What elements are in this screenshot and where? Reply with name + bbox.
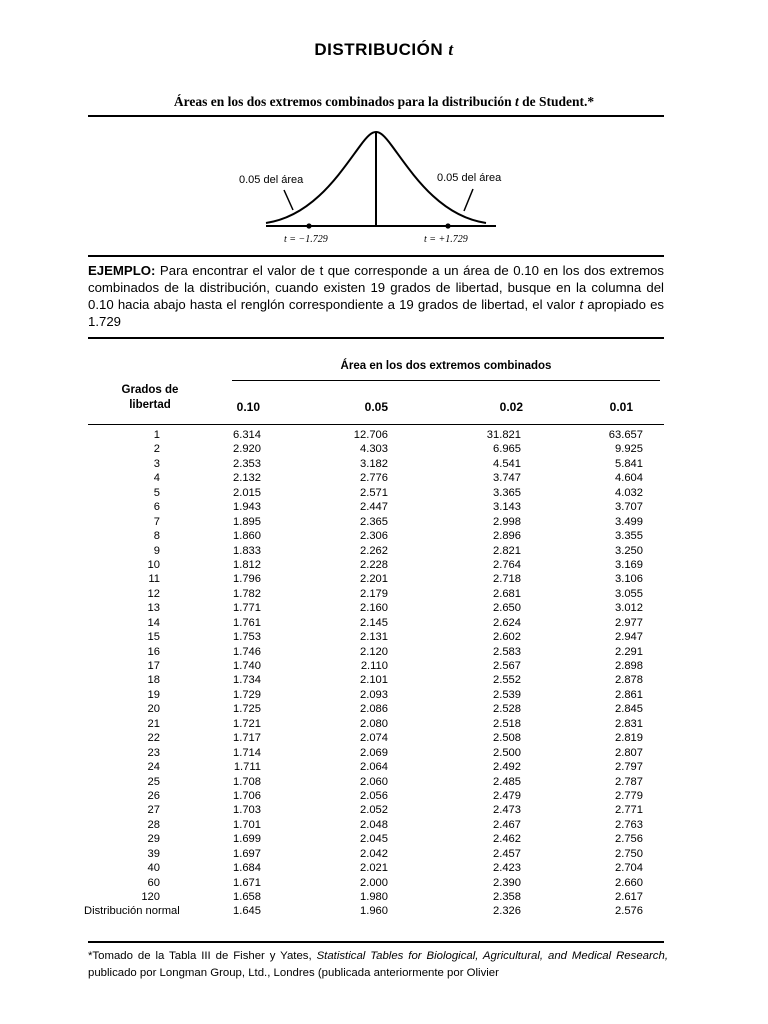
subtitle-after: de Student.* xyxy=(522,94,595,109)
table-cell-df: 4 xyxy=(153,472,160,485)
left-area-pointer xyxy=(284,190,293,210)
table-cell-001: 2.771 xyxy=(615,804,643,817)
figure-bottom-rule xyxy=(88,255,664,257)
table-cell-010: 1.734 xyxy=(233,674,261,687)
table-cell-010: 6.314 xyxy=(233,429,261,441)
table-cell-010: 1.833 xyxy=(233,544,261,557)
table-cell-005: 2.069 xyxy=(360,746,388,759)
table-cell-010: 1.729 xyxy=(233,688,261,701)
table-row xyxy=(88,688,664,702)
table-cell-002: 2.485 xyxy=(493,775,521,788)
table-cell-df: 10 xyxy=(147,558,160,571)
table-cell-010: 1.721 xyxy=(233,717,261,730)
table-cell-005: 2.447 xyxy=(360,501,388,514)
table-row xyxy=(88,442,664,456)
table-cell-010: 2.015 xyxy=(233,486,261,499)
table-cell-df: 7 xyxy=(153,515,160,528)
title-text: DISTRIBUCIÓN xyxy=(314,40,444,59)
table-cell-002: 2.583 xyxy=(493,645,521,658)
table-cell-002: 4.541 xyxy=(493,457,521,470)
example-text-italic: t xyxy=(579,297,584,312)
table-cell-df: 39 xyxy=(147,847,160,860)
table-cell-df: 28 xyxy=(147,818,160,831)
table-cell-010: 2.353 xyxy=(233,457,261,470)
table-cell-002: 2.500 xyxy=(493,746,521,759)
table-cell-df: 26 xyxy=(147,789,160,802)
table-cell-001: 2.797 xyxy=(615,761,643,774)
table-cell-df: 9 xyxy=(153,544,160,557)
table-cell-df: 24 xyxy=(147,761,160,774)
table-cell-001: 2.878 xyxy=(615,674,643,687)
table-cell-005: 2.365 xyxy=(360,515,388,528)
table-cell-001: 5.841 xyxy=(615,457,643,470)
table-cell-002: 2.423 xyxy=(493,862,521,875)
table-row xyxy=(88,818,664,832)
table-cell-001: 2.617 xyxy=(615,891,643,903)
table-cell-001: 3.106 xyxy=(615,573,643,586)
table-cell-df: 18 xyxy=(147,674,160,687)
table-cell-001: 2.947 xyxy=(615,631,643,644)
table-cell-010: 1.740 xyxy=(233,660,261,672)
table-cell-df: 12 xyxy=(147,587,160,600)
table-row xyxy=(88,876,664,890)
table-cell-010: 1.703 xyxy=(233,804,261,817)
table-cell-002: 2.326 xyxy=(493,905,521,918)
table-cell-010: 1.796 xyxy=(233,573,261,586)
column-header-0.01: 0.01 xyxy=(609,400,633,414)
table-cell-002: 2.718 xyxy=(493,573,521,586)
table-cell-002: 2.998 xyxy=(493,515,521,528)
table-cell-df: 120 xyxy=(141,891,160,903)
table-cell-005: 3.182 xyxy=(360,457,388,470)
footnote-part-1: *Tomado de la Tabla III de Fisher y Yates, xyxy=(88,950,317,962)
table-row xyxy=(88,861,664,875)
subtitle-before: Áreas en los dos extremos combinados para la distribución xyxy=(173,94,512,109)
table-cell-005: 2.201 xyxy=(360,573,388,586)
right-critical-point xyxy=(445,223,450,228)
table-cell-001: 4.604 xyxy=(615,472,643,485)
footnote-part-2: publicado por Longman Group, Ltd., Londres (publicada anteriormente por Olivier xyxy=(88,967,499,979)
table-cell-005: 2.179 xyxy=(360,587,388,600)
table-row xyxy=(88,616,664,630)
table-cell-005: 12.706 xyxy=(353,429,388,441)
table-cell-005: 2.080 xyxy=(360,717,388,730)
table-row xyxy=(84,904,664,918)
table-cell-010: 1.697 xyxy=(233,847,261,860)
example-text-1: Para encontrar el valor de t que corresponde a un área de 0.10 en los dos extremos combinados de la distribución, cuando existen 19 grados de libertad, busque en la columna del 0.10 hacia abajo hasta el renglón correspondiente a 19 grados de libertad, el valor xyxy=(88,263,664,312)
table-cell-002: 2.479 xyxy=(493,789,521,802)
table-cell-010: 1.711 xyxy=(233,761,261,774)
column-header-0.10: 0.10 xyxy=(236,400,260,414)
top-rule xyxy=(88,115,664,117)
table-cell-001: 3.499 xyxy=(615,515,643,528)
table-row xyxy=(88,731,664,745)
table-cell-001: 2.819 xyxy=(615,732,643,745)
table-row xyxy=(88,587,664,601)
table-cell-005: 2.045 xyxy=(360,833,388,846)
table-cell-002: 2.462 xyxy=(493,833,521,846)
table-cell-010: 2.132 xyxy=(233,472,261,485)
table-row xyxy=(88,601,664,615)
table-cell-001: 2.831 xyxy=(615,717,643,730)
table-cell-001: 3.055 xyxy=(615,587,643,600)
table-cell-002: 2.896 xyxy=(493,530,521,543)
t-table-body xyxy=(84,428,664,919)
table-cell-002: 2.518 xyxy=(493,717,521,730)
table-cell-002: 2.473 xyxy=(493,804,521,817)
table-cell-df: 2 xyxy=(153,443,160,456)
table-row xyxy=(88,847,664,861)
table-cell-005: 2.110 xyxy=(360,660,388,672)
table-cell-005: 2.060 xyxy=(360,775,388,788)
footnote xyxy=(88,948,668,982)
table-cell-005: 2.000 xyxy=(360,876,388,889)
table-cell-001: 2.576 xyxy=(615,905,643,918)
table-cell-010: 1.753 xyxy=(233,631,261,644)
table-cell-001: 2.787 xyxy=(615,775,643,788)
table-cell-005: 2.086 xyxy=(360,703,388,716)
table-cell-002: 2.528 xyxy=(493,703,521,716)
table-cell-df: 19 xyxy=(147,688,160,701)
table-cell-010: 1.782 xyxy=(233,587,261,600)
table-cell-005: 2.052 xyxy=(360,804,388,817)
table-cell-df: 22 xyxy=(147,732,160,745)
table-subtitle xyxy=(0,94,768,110)
table-cell-001: 3.355 xyxy=(615,530,643,543)
df-header: Grados de libertad xyxy=(121,384,179,411)
table-cell-df: 8 xyxy=(153,530,160,543)
table-row xyxy=(88,630,664,644)
table-row xyxy=(88,832,664,846)
table-cell-df: Distribución normal xyxy=(84,905,180,918)
table-cell-001: 2.977 xyxy=(615,616,643,629)
table-cell-010: 1.699 xyxy=(233,833,261,846)
table-cell-002: 3.143 xyxy=(493,501,521,514)
table-cell-010: 1.895 xyxy=(233,515,261,528)
table-row xyxy=(88,702,664,716)
t-distribution-figure xyxy=(88,118,664,252)
example-paragraph xyxy=(88,262,664,330)
table-cell-df: 23 xyxy=(147,746,160,759)
table-cell-010: 1.645 xyxy=(233,905,261,918)
table-cell-002: 3.365 xyxy=(493,486,521,499)
table-cell-df: 11 xyxy=(148,573,160,586)
table-cell-002: 2.681 xyxy=(493,587,521,600)
table-cell-010: 1.701 xyxy=(233,818,261,831)
table-cell-005: 4.303 xyxy=(360,443,388,456)
area-header: Área en los dos extremos combinados xyxy=(340,360,552,372)
table-row xyxy=(88,515,664,529)
table-cell-005: 2.776 xyxy=(360,472,388,485)
right-area-label: 0.05 del área xyxy=(437,172,502,184)
example-bottom-rule xyxy=(88,337,664,339)
table-cell-002: 2.764 xyxy=(493,558,521,571)
table-cell-005: 2.021 xyxy=(360,862,388,875)
column-header-0.05: 0.05 xyxy=(364,400,388,414)
table-row xyxy=(88,775,664,789)
table-cell-005: 2.120 xyxy=(360,645,388,658)
table-cell-001: 2.807 xyxy=(615,746,643,759)
table-cell-001: 2.861 xyxy=(615,688,643,701)
table-cell-005: 2.145 xyxy=(360,616,388,629)
table-cell-001: 3.169 xyxy=(615,558,643,571)
table-cell-df: 14 xyxy=(147,616,160,629)
table-row xyxy=(88,529,664,543)
table-cell-001: 2.660 xyxy=(615,876,643,889)
table-cell-010: 1.671 xyxy=(233,876,261,889)
table-cell-001: 2.898 xyxy=(615,660,643,672)
table-cell-df: 21 xyxy=(147,717,160,730)
table-cell-002: 2.650 xyxy=(493,602,521,615)
table-cell-df: 16 xyxy=(147,645,160,658)
subtitle-letter: t xyxy=(515,94,519,109)
table-cell-001: 3.250 xyxy=(615,544,643,557)
table-cell-005: 2.571 xyxy=(360,486,388,499)
table-cell-010: 1.771 xyxy=(233,602,261,615)
table-row xyxy=(88,760,664,774)
table-cell-002: 2.358 xyxy=(493,891,521,903)
table-row xyxy=(88,572,664,586)
table-cell-010: 1.706 xyxy=(233,789,261,802)
table-cell-001: 3.012 xyxy=(615,602,643,615)
table-row xyxy=(88,803,664,817)
table-header-rule xyxy=(88,424,664,425)
table-cell-df: 13 xyxy=(147,602,160,615)
table-cell-005: 2.262 xyxy=(360,544,388,557)
table-cell-005: 2.056 xyxy=(360,789,388,802)
table-cell-df: 1 xyxy=(153,429,160,441)
table-cell-010: 2.920 xyxy=(233,443,261,456)
table-row xyxy=(88,500,664,514)
title-letter: t xyxy=(448,40,454,59)
table-cell-001: 2.756 xyxy=(615,833,643,846)
table-cell-005: 1.960 xyxy=(360,905,388,918)
table-cell-005: 2.228 xyxy=(360,558,388,571)
table-cell-010: 1.717 xyxy=(233,732,261,745)
table-cell-010: 1.658 xyxy=(233,891,261,903)
table-row xyxy=(88,890,664,904)
table-cell-001: 9.925 xyxy=(615,443,643,456)
table-row xyxy=(88,789,664,803)
table-cell-df: 60 xyxy=(147,876,160,889)
table-cell-005: 1.980 xyxy=(360,891,388,903)
table-cell-002: 3.747 xyxy=(493,472,521,485)
table-row xyxy=(88,673,664,687)
table-cell-001: 4.032 xyxy=(615,486,643,499)
table-cell-002: 31.821 xyxy=(486,429,521,441)
table-cell-002: 6.965 xyxy=(493,443,521,456)
table-row xyxy=(88,428,664,442)
table-cell-df: 27 xyxy=(147,804,160,817)
table-cell-010: 1.812 xyxy=(233,558,261,571)
table-cell-010: 1.943 xyxy=(233,501,261,514)
area-header-rule xyxy=(232,380,660,381)
table-cell-002: 2.457 xyxy=(493,847,521,860)
table-cell-001: 2.704 xyxy=(615,862,643,875)
table-row xyxy=(88,659,664,673)
table-cell-005: 2.093 xyxy=(360,688,388,701)
table-cell-005: 2.306 xyxy=(360,530,388,543)
table-row xyxy=(88,486,664,500)
table-cell-005: 2.074 xyxy=(360,732,388,745)
table-cell-001: 2.291 xyxy=(615,645,643,658)
table-cell-df: 25 xyxy=(147,775,160,788)
table-cell-005: 2.101 xyxy=(360,674,388,687)
table-cell-010: 1.761 xyxy=(233,616,261,629)
table-cell-005: 2.131 xyxy=(360,631,388,644)
table-cell-002: 2.467 xyxy=(493,818,521,831)
table-cell-010: 1.725 xyxy=(233,703,261,716)
table-row xyxy=(88,717,664,731)
table-cell-001: 2.750 xyxy=(615,847,643,860)
table-cell-002: 2.602 xyxy=(493,631,521,644)
table-cell-df: 40 xyxy=(147,862,160,875)
table-cell-df: 15 xyxy=(147,631,160,644)
table-cell-002: 2.539 xyxy=(493,688,521,701)
left-area-label: 0.05 del área xyxy=(239,174,304,186)
table-row xyxy=(88,558,664,572)
table-cell-df: 20 xyxy=(147,703,160,716)
table-cell-002: 2.492 xyxy=(493,761,521,774)
table-cell-010: 1.684 xyxy=(233,862,261,875)
table-cell-df: 6 xyxy=(153,501,160,514)
table-cell-001: 2.763 xyxy=(615,818,643,831)
table-cell-002: 2.821 xyxy=(493,544,521,557)
table-cell-005: 2.064 xyxy=(360,761,388,774)
table-cell-df: 17 xyxy=(147,660,160,672)
table-cell-005: 2.042 xyxy=(360,847,388,860)
table-row xyxy=(88,457,664,471)
example-label: EJEMPLO: xyxy=(88,263,156,278)
table-cell-002: 2.390 xyxy=(493,876,521,889)
table-cell-002: 2.567 xyxy=(493,660,521,672)
table-row xyxy=(88,645,664,659)
table-bottom-rule xyxy=(88,941,664,943)
left-t-label: t = −1.729 xyxy=(284,234,328,245)
table-row xyxy=(88,544,664,558)
table-cell-002: 2.624 xyxy=(493,616,521,629)
table-cell-002: 2.508 xyxy=(493,732,521,745)
footnote-italic: Statistical Tables for Biological, Agricultural, and Medical Research, xyxy=(316,950,668,962)
table-cell-df: 3 xyxy=(153,457,160,470)
table-row xyxy=(88,746,664,760)
table-cell-010: 1.860 xyxy=(233,530,261,543)
right-area-pointer xyxy=(464,189,473,211)
table-cell-010: 1.714 xyxy=(233,746,261,759)
table-cell-001: 2.845 xyxy=(615,703,643,716)
table-cell-df: 5 xyxy=(153,486,160,499)
page-title xyxy=(0,40,768,60)
table-row xyxy=(88,471,664,485)
right-t-label: t = +1.729 xyxy=(424,234,468,245)
table-cell-001: 63.657 xyxy=(608,429,643,441)
table-cell-010: 1.708 xyxy=(233,775,261,788)
table-cell-005: 2.048 xyxy=(360,818,388,831)
table-cell-002: 2.552 xyxy=(493,674,521,687)
table-cell-001: 2.779 xyxy=(615,789,643,802)
table-cell-005: 2.160 xyxy=(360,602,388,615)
table-cell-010: 1.746 xyxy=(233,645,261,658)
left-critical-point xyxy=(306,223,311,228)
table-cell-df: 29 xyxy=(147,833,160,846)
column-header-0.02: 0.02 xyxy=(499,400,523,414)
example-text-2: apropiado es 1.729 xyxy=(88,297,665,329)
table-cell-001: 3.707 xyxy=(615,501,643,514)
